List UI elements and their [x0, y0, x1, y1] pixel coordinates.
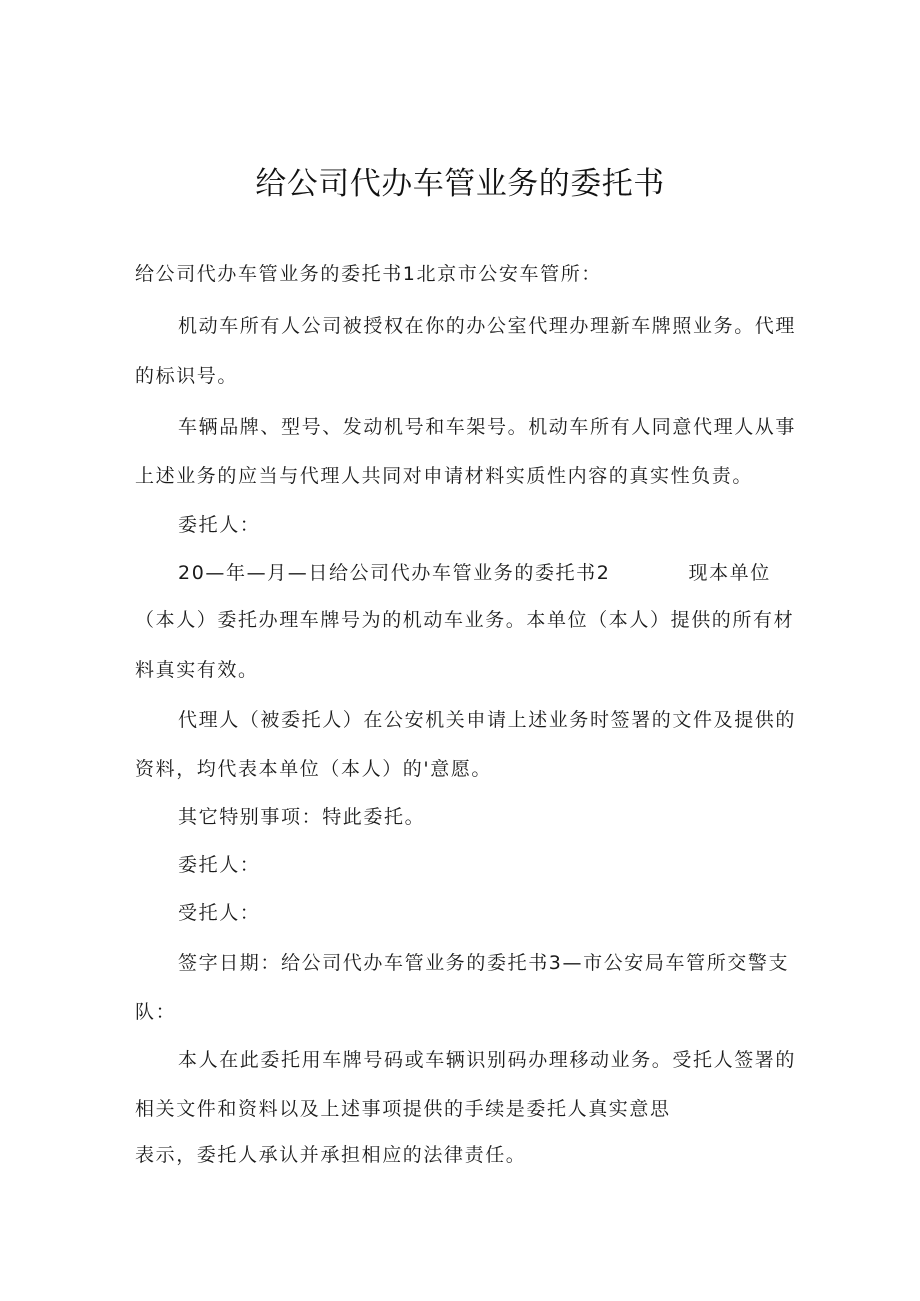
paragraph-line: 签字日期：给公司代办车管业务的委托书3—市公安局车管所交警支 — [178, 952, 790, 974]
paragraph-line: （本人）委托办理车牌号为的机动车业务。本单位（本人）提供的所有材 — [135, 609, 795, 631]
paragraph-line: 资料，均代表本单位（本人）的'意愿。 — [135, 758, 493, 780]
paragraph-line: 料真实有效。 — [135, 659, 259, 681]
paragraph-line: 代理人（被委托人）在公安机关申请上述业务时签署的文件及提供的 — [178, 709, 797, 731]
unit-text: 现本单位 — [688, 562, 771, 584]
paragraph-line: 车辆品牌、型号、发动机号和车架号。机动车所有人同意代理人从事 — [178, 416, 797, 438]
paragraph-line: 队： — [135, 1001, 177, 1023]
paragraph-line: 委托人： — [178, 854, 261, 876]
paragraph-line: 的标识号。 — [135, 365, 239, 387]
paragraph-line: 受托人： — [178, 902, 261, 924]
paragraph-line: 上述业务的应当与代理人共同对申请材料实质性内容的真实性负责。 — [135, 465, 754, 487]
paragraph-line — [178, 558, 771, 588]
paragraph-line: 机动车所有人公司被授权在你的办公室代理办理新车牌照业务。代理 — [178, 315, 797, 337]
paragraph-line: 给公司代办车管业务的委托书1北京市公安车管所： — [135, 263, 602, 285]
document-title: 给公司代办车管业务的委托书 — [255, 166, 665, 202]
paragraph-line: 委托人： — [178, 514, 261, 536]
paragraph-line: 表示，委托人承认并承担相应的法律责任。 — [135, 1144, 527, 1166]
paragraph-line: 其它特别事项：特此委托。 — [178, 806, 426, 828]
paragraph-line: 相关文件和资料以及上述事项提供的手续是委托人真实意思 — [135, 1098, 671, 1120]
date-and-heading-text: 20—年—月—日给公司代办车管业务的委托书2 — [178, 562, 611, 584]
paragraph-line: 本人在此委托用车牌号码或车辆识别码办理移动业务。受托人签署的 — [178, 1049, 797, 1071]
